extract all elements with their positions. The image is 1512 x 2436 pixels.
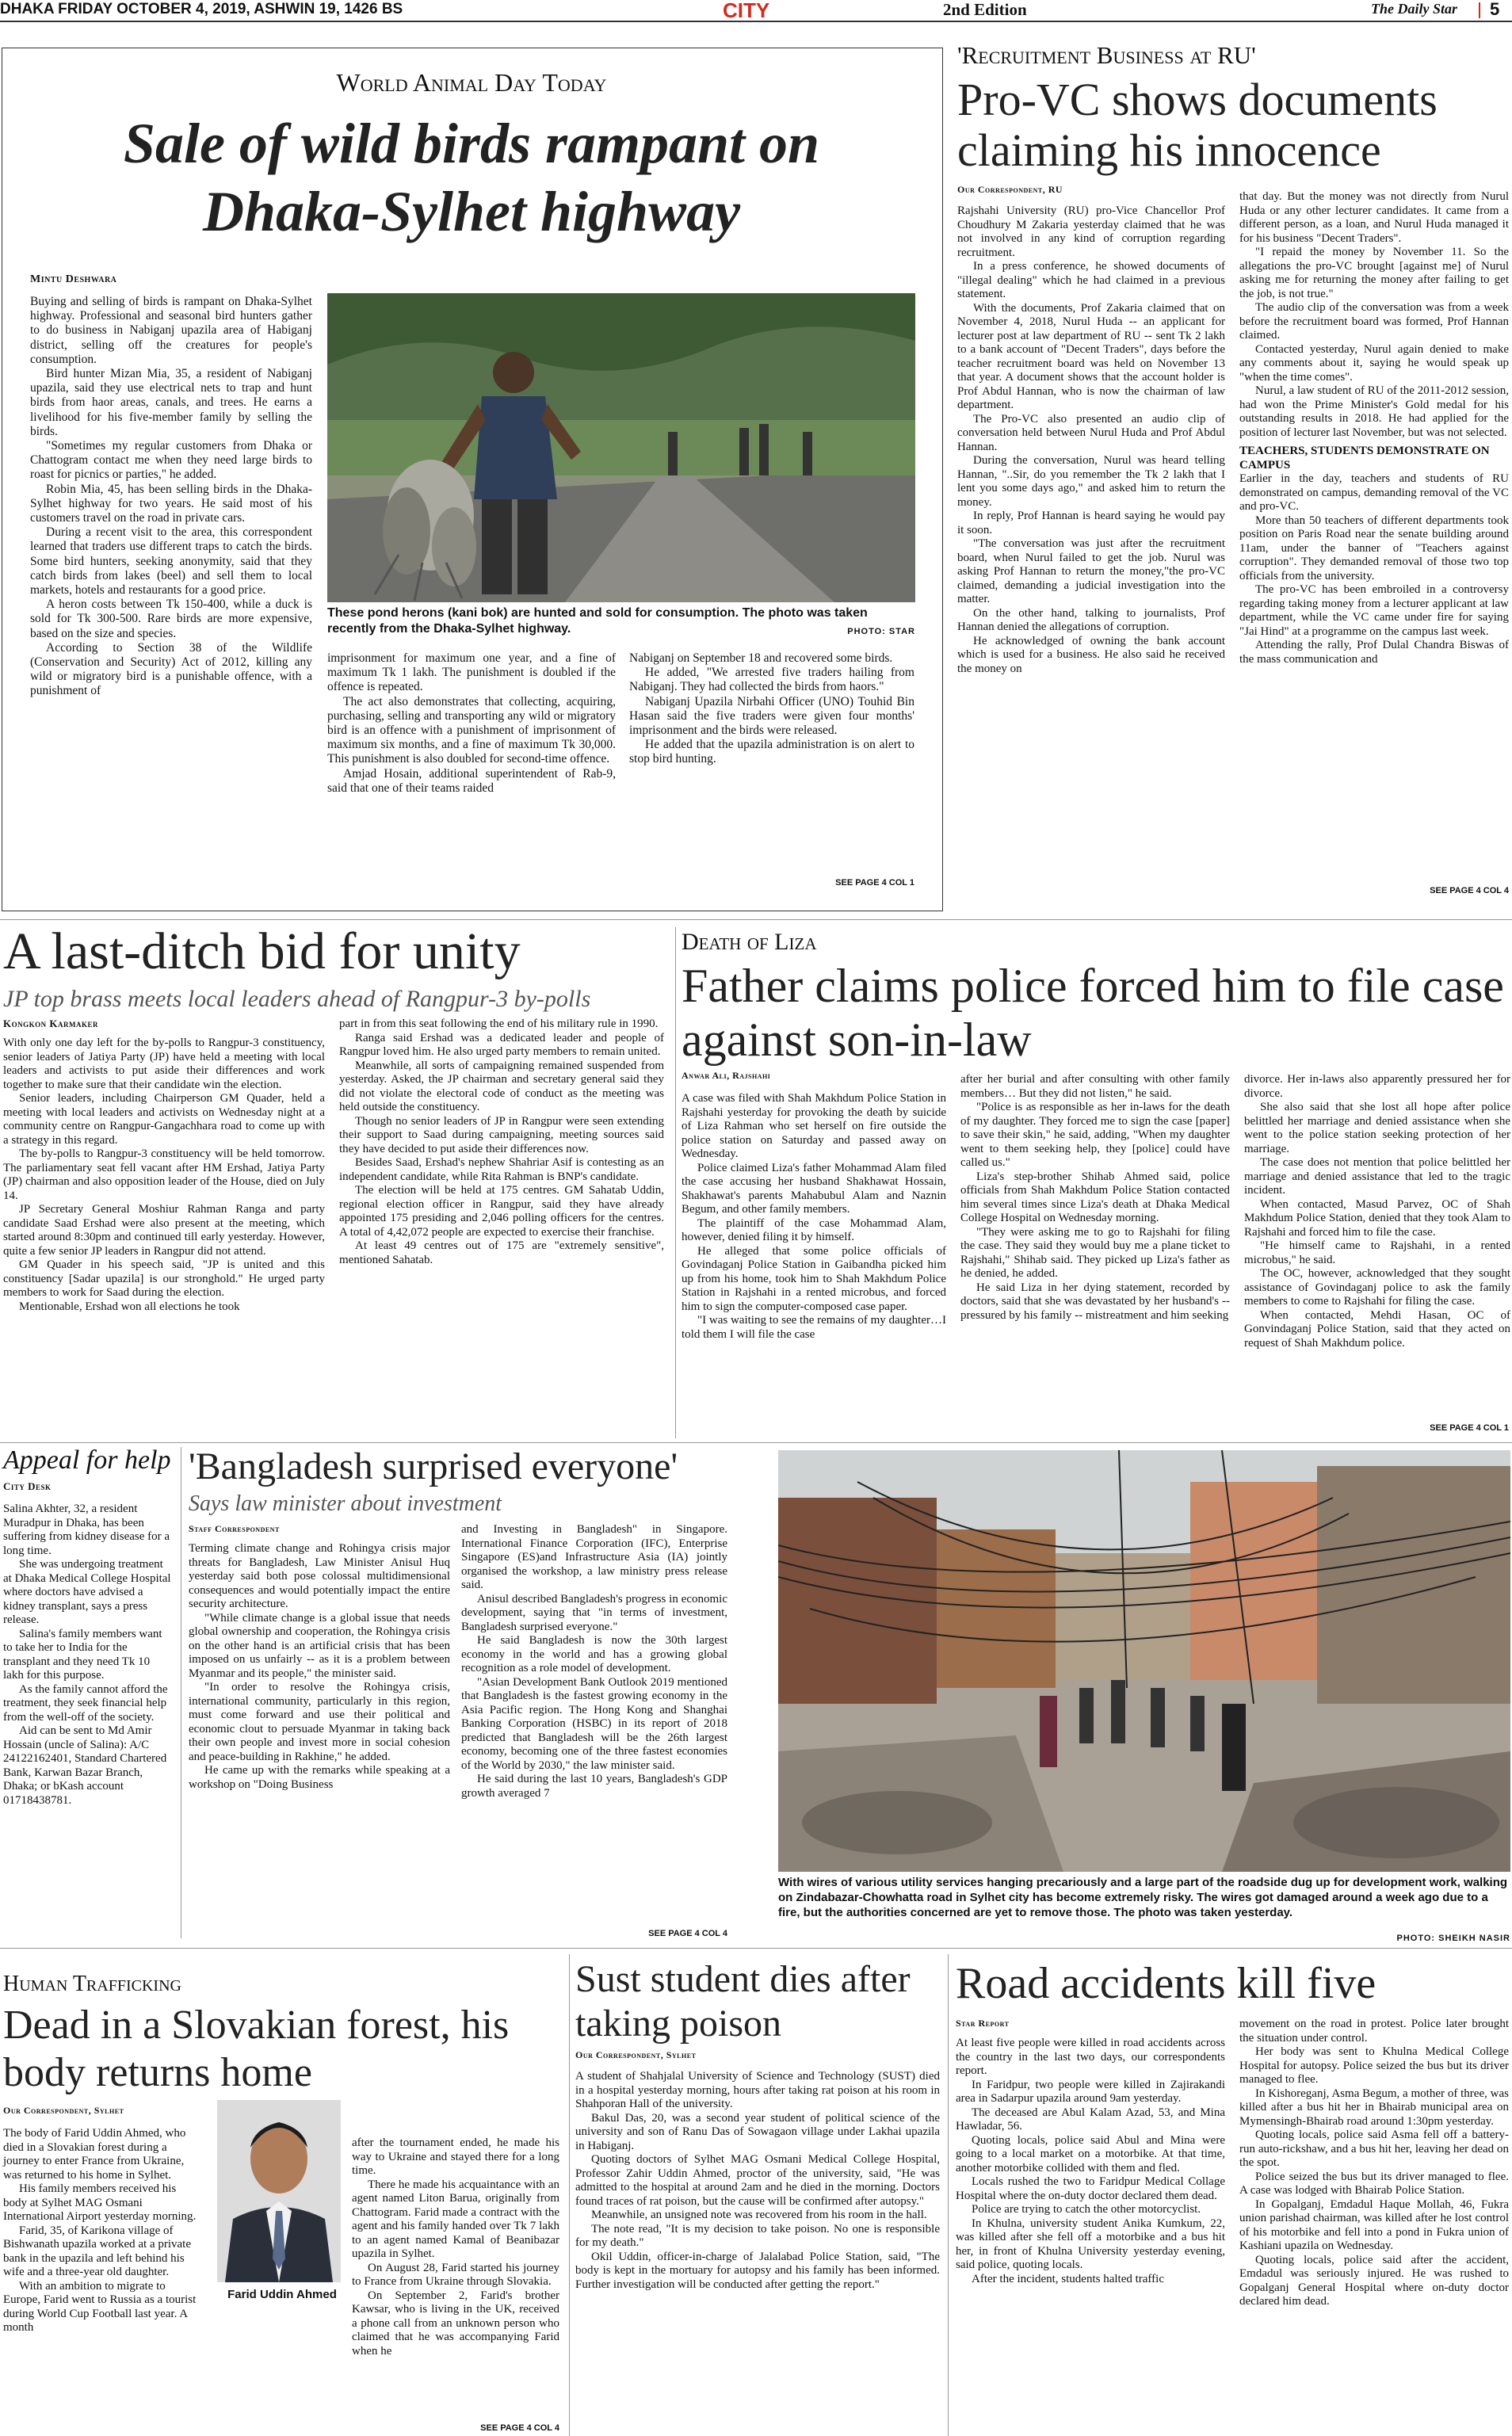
provc-headline: Pro-VC shows documents claiming his innocence: [957, 74, 1438, 176]
masthead-edition: 2nd Edition: [943, 0, 1027, 19]
slovak-kicker: Human Trafficking: [3, 1972, 181, 1996]
birds-byline: Mintu Deshwara: [30, 273, 117, 285]
masthead-section: CITY: [723, 0, 770, 22]
slovak-col1: The body of Farid Uddin Ahmed, who died in a Slovakian forest during a journey to enter France from Ukraine, was returned to his home in Sylhet. His family members received his body at Sylhet MAG Osmani International Airport yesterday morning. Farid, 35, of Karikona village of Bishwanath upazila worked at a private bank in the upazila and left behind his wife and a three-year old daughter. With an ambition to migrate to Europe, Farid went to Russia as a tourist during World Cup Football last year. A month: [3, 2127, 197, 2334]
road-col2: movement on the road in protest. Police later brought the situation under control. Her body was sent to Khulna Medical College Hospital for autopsy. Police seized the bus but its driver managed to flee. In Kishoreganj, Asma Begum, a mother of three, was killed after a bus hit her in Bhairab municipal area on Mymensingh-Bhairab road around 1:30pm yesterday. Quoting locals, police said Asma fell off a battery-run auto-rickshaw, and a bus hit her, leaving her dead on the spot. Police seized the bus but its driver managed to flee. A case was lodged with Bhairab Police Station. In Gopalganj, Emdadul Haque Mollah, 46, Fukra union parishad chairman, was killed after he lost control of his motorbike and fell into a pond in Fukra union of Kashiani upazila on Wednesday. Quoting locals, police said after the accident, Emdadul was seriously injured. He was rushed to Gopalganj General Hospital where on-duty doctor declared him dead.: [1239, 2018, 1509, 2308]
birds-photo: [327, 293, 915, 602]
slovak-col2: after the tournament ended, he made his way to Ukraine and stayed there for a long time. There he made his acquaintance with an agent named Liton Barua, originally from Chattogram. Farid made a contract with the agent and his family handed over Tk 7 lakh to an agent named Kamal of Beanibazar upazila in Sylhet. On August 28, Farid started his journey to France from Ukraine through Slovakia. On September 2, Farid's brother Kawsar, who is living in the UK, received a phone call from an unknown person who claimed that he was accompanying Farid when he: [352, 2136, 559, 2358]
birds-kicker: World Animal Day Today: [336, 68, 607, 97]
slovak-headline: Dead in a Slovakian forest, his body returns home: [3, 2003, 510, 2095]
sylhet-photo-credit: PHOTO: SHEIKH NASIR: [1396, 1934, 1510, 1943]
sylhet-photo-caption: With wires of various utility services hanging precariously and a large part of the roadside dug up for development work, walking on Zindabazar-Chowhatta road in Sylhet city has become extremely risky. The wires got damaged around a week ago due to a fire, but the authorities concerned are yet to remove those. The photo was taken yesterday.: [778, 1876, 1508, 1919]
provc-kicker: 'Recruitment Business at RU': [957, 41, 1256, 69]
liza-kicker: Death of Liza: [682, 929, 817, 955]
sust-byline: Our Correspondent, Sylhet: [575, 2049, 697, 2060]
unity-headline: A last-ditch bid for unity: [3, 922, 521, 980]
unity-byline: Kongkon Karmaker: [3, 1018, 98, 1029]
divider-unity-liza: [675, 927, 676, 1438]
liza-col2: after her burial and after consulting with other family members… But they did not listen," he said. "Police is as responsible as her in-laws for the death of my daughter. They forced me to sign the case [paper] to save their skin," he said, adding, "When my daughter went to them seeking help, they [police] could have called us." Liza's step-brother Shihab Ahmed said, police officials from Shah Makhdum Police Station contacted him several times since Liza's death at Dhaka Medical College Hospital on Wednesday morning. "They were asking me to go to Rajshahi for filing the case. They said they would buy me a plane ticket to Rajshahi," Shihab said. They picked up Liza's father as he denied, he added. He said Liza in her dying statement, recorded by doctors, said that she was devastated by her husband's -- pressured by his family -- mistreatment and him seeking: [960, 1073, 1230, 1322]
bangladesh-headline: 'Bangladesh surprised everyone': [189, 1445, 678, 1487]
divider-slovak-sust: [569, 1954, 570, 2436]
heron-seller-photo: [327, 293, 915, 602]
provc-byline: Our Correspondent, RU: [957, 184, 1063, 195]
divider-middle: [0, 1442, 1512, 1443]
street-wires-photo: [778, 1450, 1510, 1872]
birds-photo-credit: PHOTO: STAR: [847, 627, 915, 636]
sylhet-street-photo: [778, 1450, 1510, 1872]
liza-col1: A case was filed with Shah Makhdum Police Station in Rajshahi yesterday for provoking the death by suicide of Liza Rahman who set herself on fire outside the police station on Saturday and passed away on Wednesday. Police claimed Liza's father Mohammad Alam filed the case accusing her husband Shakhawat Hossain, Shakhawat's parents Mahabubul Alam and Naznin Begum, and other family members. The plaintiff of the case Mohammad Alam, however, denied filing it by himself. He alleged that some police officials of Govindaganj Police Station in Gaibandha picked him up from his home, took him to Shah Makhdum Police Station in Rajshahi in a rented microbus, and forced him to sign the computer-composed case paper. "I was waiting to see the remains of my daughter…I told them I will file the case: [682, 1092, 946, 1341]
farid-photo-caption: Farid Uddin Ahmed: [227, 2288, 337, 2301]
provc-col2: that day. But the money was not directly from Nurul Huda or any other lecturer candidates. It came from a different person, as a loan, and Nurul Huda managed it for his business "Decent Traders". "I repaid the money by November 11. So the allegations the pro-VC brought [against me] of Nurul asking me for returning the money after failing to get the job, is not true." The audio clip of the conversation was from a week before the recruitment board was formed, Prof Hannan claimed. Contacted yesterday, Nurul again denied to make any comments about it, saying he would speak up "when the time comes". Nurul, a law student of RU of the 2011-2012 session, had won the Prime Minister's Gold medal for his outstanding results in 2018. He had applied for the position of lecturer last November, but was not selected. TEACHERS, STUDENTS DEMONSTRATE ON CAMPUS Earlier in the day, teachers and students of RU demonstrated on campus, demanding removal of the VC and pro-VC. More than 50 teachers of different departments took position on Paris Road near the senate building around 11am, under the banner of "Teachers against corruption". They demanded removal of those two top officials from the university. The pro-VC has been embroiled in a controversy regarding taking money from a lecturer applicant at law department, while the VC came under fire for saying "Jai Hind" at a programme on the campus last week. Attending the rally, Prof Dulal Chandra Biswas of the mass communication and: [1239, 190, 1509, 666]
divider-top: [0, 919, 1512, 920]
birds-col1: Buying and selling of birds is rampant on Dhaka-Sylhet highway. Professional and seasonal bird hunters gather to do business in Nabiganj upazila area of Habiganj district, selling off the creatures for people's consumption. Bird hunter Mizan Mia, 35, a resident of Nabiganj upazila, said they use electrical nets to trap and hunt birds from haor areas, canals, and trees. He earns a livelihood for his five-member family by selling the birds. "Sometimes my regular customers from Dhaka or Chattogram contact me when they need large birds to roast for picnics or parties," he added. Robin Mia, 45, has been selling birds in the Dhaka-Sylhet highway for two years. He said most of his customers travel on the road in private cars. During a recent visit to the area, this correspondent learned that traders use different traps to catch the birds. Some bird hunters, seeking anonymity, said that they catch birds from lakes (beel) and sell them to local markets, hotels and restaurants for a good price. A heron costs between Tk 150-400, while a duck is sold for Tk 300-500. Rare birds are more expensive, based on the size and species. According to Section 38 of the Wildlife (Conservation and Security) Act of 2012, killing any wild or migratory bird is a punishable offence, with a punishment of: [30, 295, 312, 698]
road-byline: Star Report: [956, 2018, 1010, 2029]
farid-portrait: [217, 2100, 341, 2282]
bangladesh-col2: and Investing in Bangladesh" in Singapore. International Finance Corporation (IFC), Enterprise Singapore (ES)and Infrastructure Asia (IA) jointly organised the workshop, a law ministry press release said. Anisul described Bangladesh's progress in economic development, saying that "in terms of investment, Bangladesh surprised everyone." He said Bangladesh is now the 30th largest economy in the world and has a growing global recognition as a role model of development. "Asian Development Bank Outlook 2019 mentioned that Bangladesh is the fastest growing economy in the Asia Pacific region. The Hong Kong and Shanghai Banking Corporation (HSBC) in its report of 2018 predicted that Bangladesh will be the 26th largest economy, becoming one of the three fastest economies of the World by 2030," the law minister said. He said during the last 10 years, Bangladesh's GDP growth averaged 7: [461, 1523, 727, 1800]
liza-headline: Father claims police forced him to file case against son-in-law: [682, 960, 1504, 1066]
appeal-headline: Appeal for help: [3, 1445, 171, 1475]
liza-byline: Anwar Ali, Rajshahi: [682, 1070, 771, 1081]
slovak-continued: SEE PAGE 4 COL 4: [480, 2423, 559, 2433]
birds-photo-caption: These pond herons (kani bok) are hunted and sold for consumption. The photo was taken recently from the Dhaka-Sylhet highway.: [327, 606, 868, 636]
birds-headline: Sale of wild birds rampant on Dhaka-Sylhet highway: [123, 112, 820, 243]
masthead: [0, 0, 1512, 22]
divider-lower: [0, 1948, 1512, 1949]
liza-col3: divorce. Her in-laws also apparently pressured her for divorce. She also said that she lost all hope after police belittled her marriage and denied assistance when she went to the police station seeking protection of her marriage. The case does not mention that police belittled her marriage and denied assistance that led to the tragic incident. When contacted, Masud Parvez, OC of Shah Makhdum Police Station, denied that they took Alam to Rajshahi and forced him to file the case. "He himself came to Rajshahi, in a rented microbus," he said. The OC, however, acknowledged that they sought assistance of Govindaganj police to ask the family members to come to Rajshahi for filing the case. When contacted, Mehdi Hasan, OC of Gonvindaganj Police Station, said that they acted on request of Shah Makhdum police.: [1244, 1073, 1510, 1350]
unity-col1: With only one day left for the by-polls to Rangpur-3 constituency, senior leaders of Jatiya Party (JP) have held a meeting with local leaders and activists to put aside their differences and work together to make sure that their candidate win the election. Senior leaders, including Chairperson GM Quader, held a meeting with local leaders and activists on Wednesday night at a community centre on Rangpur-Gangachhara road to come up with a strategy in this regard. The by-polls to Rangpur-3 constituency will be held tomorrow. The parliamentary seat fell vacant after HM Ershad, Jatiya Party (JP) chairman and also opposition leader of the House, died on July 14. JP Secretary General Moshiur Rahman Ranga and party candidate Saad Ershad were also present at the meeting, which started around 8:30pm and continued till early yesterday. However, quite a few senior JP leaders in Rangpur did not attend. GM Quader in his speech said, "JP is united and this constituency [Sadar upazila] is our stronghold." He urged party members to work for Saad during the election. Mentionable, Ershad won all elections he took: [3, 1037, 325, 1313]
birds-col3: Nabiganj on September 18 and recovered some birds. He added, "We arrested five traders hailing from Nabiganj. They had collected the birds from haors." Nabiganj Upazila Nirbahi Officer (UNO) Touhid Bin Hasan said the five traders were given four months' imprisonment and the birds were released. He added that the upazila administration is on alert to stop bird hunting.: [629, 651, 914, 766]
birds-continued: SEE PAGE 4 COL 1: [835, 878, 914, 888]
bangladesh-col1: Terming climate change and Rohingya crisis major threats for Bangladesh, Law Minister Anisul Huq yesterday said both pose colossal multidimensional consequences and would potentially impact the entire security architecture. "While climate change is a global issue that needs global ownership and cooperation, the Rohingya crisis on the other hand is an artificial crisis that has been imposed on us unfairly -- as it is a problem between Myanmar and its people," the minister said. "In order to resolve the Rohingya crisis, international community, particularly in this region, must come forward and use their political and economic clout to persuade Myanmar in taking back their own people and invest more in social cohesion and peace-building in Rakhine," he added. He came up with the remarks while speaking at a workshop on "Doing Business: [189, 1542, 450, 1791]
road-headline: Road accidents kill five: [956, 1959, 1376, 2008]
sust-headline: Sust student dies after taking poison: [575, 1958, 911, 2045]
bangladesh-byline: Staff Correspondent: [189, 1523, 280, 1534]
bangladesh-subhead: Says law minister about investment: [189, 1491, 502, 1516]
masthead-paper: The Daily Star: [1371, 1, 1458, 17]
birds-col2: imprisonment for maximum one year, and a fine of maximum Tk 1 lakh. The punishment is doubled if the offence is repeated. The act also demonstrates that collecting, acquiring, purchasing, selling and transporting any wild or migratory bird is an offence with a punishment of imprisonment of maximum six months, and a fine of maximum Tk 30,000. This punishment is also doubled for second-time offence. Amjad Hosain, additional superintendent of Rab-9, said that one of their teams raided: [327, 651, 616, 795]
slovak-byline: Our Correspondent, Sylhet: [3, 2105, 124, 2116]
liza-continued: SEE PAGE 4 COL 1: [1430, 1423, 1509, 1433]
road-col1: At least five people were killed in road accidents across the country in the last two days, our correspondents report. In Faridpur, two people were killed in Zajirakandi area in Sadarpur upazila around 9am yesterday. The deceased are Abul Kalam Azad, 53, and Mina Hawladar, 56. Quoting locals, police said Abul and Mina were going to a local market on a motorbike. At that time, another motorbike collided with them and fled. Locals rushed the two to Faridpur Medical Collage Hospital where the on-duty doctor declared them dead. Police are trying to catch the other motorcyclist. In Khulna, university student Anika Kumkum, 22, was killed after she fell off a motorbike and a bus hit her, in front of Khulna University yesterday evening, said police, quoting locals. After the incident, students halted traffic: [956, 2037, 1225, 2285]
appeal-byline: City Desk: [3, 1480, 52, 1492]
provc-col1: Rajshahi University (RU) pro-Vice Chancellor Prof Choudhury M Zakaria yesterday claimed that he was not involved in any kind of corruption regarding recruitment. In a press conference, he showed documents of "illegal dealing" which he had claimed in a previous statement. With the documents, Prof Zakaria claimed that on November 4, 2018, Nurul Huda -- an applicant for lecturer post at law department of RU -- sent Tk 2 lakh to a bank account of "Decent Traders", days before the teacher recruitment board was held on November 13 that year. A document shows that the account holder is Prof Abdul Hannan, who is now the chairman of law department. The Pro-VC also presented an audio clip of conversation held between Nurul Huda and Prof Abdul Hannan. During the conversation, Nurul was heard telling Hannan, "..Sir, do you remember the Tk 2 lakh that I lent you some days ago," and asked him to return the money. In reply, Prof Hannan is heard saying he would pay it soon. "The conversation was just after the recruitment board, when Nurul failed to get the job. Nurul was asking Prof Hannan to return the money,"the pro-VC claimed, demanding a judicial investigation into the matter. On the other hand, talking to journalists, Prof Hannan denied the allegations of corruption. He acknowledged of owning the bank account which is used for a business. He also said he received the money on: [957, 204, 1225, 675]
masthead-page-number: 5: [1490, 0, 1500, 19]
appeal-body: Salina Akhter, 32, a resident Muradpur in Dhaka, has been suffering from kidney disease for a long time. She was undergoing treatment at Dhaka Medical College Hospital where doctors have advised a kidney transplant, says a press release. Salina's family members want to take her to India for the transplant and they need Tk 10 lakh for this purpose. As the family cannot afford the treatment, they seek financial help from the well-off of the society. Aid can be sent to Md Amir Hossain (uncle of Salina): A/C 24122162401, Standard Chartered Bank, Karwan Bazar Branch, Dhaka; or bKash account 01718438781.: [3, 1502, 171, 1807]
unity-col2: part in from this seat following the end of his military rule in 1990. Ranga said Ershad was a dedicated leader and people of Rangpur loved him. He also urged party members to remain united. Meanwhile, all sorts of campaigning remained suspended from yesterday. Asked, the JP chairman and secretary general said they did not violate the electoral code of conduct as the meeting was held outside the constituency. Though no senior leaders of JP in Rangpur were seen extending their support to Saad during campaigning, meeting sources said they have decided to put aside their differences now. Besides Saad, Ershad's nephew Shahriar Asif is contesting as an independent candidate, while Rita Rahman is BNP's candidate. The election will be held at 175 centres. GM Sahatab Uddin, regional election officer in Rangpur, said they have already appointed 175 presiding and 2,046 polling officers for the centres. A total of 4,42,072 people are expected to exercise their franchise. At least 49 centres out of 175 are "extremely sensitive", mentioned Sahatab.: [339, 1018, 664, 1266]
provc-subhead: TEACHERS, STUDENTS DEMONSTRATE ON CAMPUS: [1239, 445, 1490, 472]
unity-subhead: JP top brass meets local leaders ahead of Rangpur-3 by-polls: [3, 986, 591, 1012]
provc-continued: SEE PAGE 4 COL 4: [1430, 886, 1509, 895]
divider-sust-road: [948, 1954, 949, 2436]
bangladesh-continued: SEE PAGE 4 COL 4: [648, 1929, 727, 1938]
portrait-photo: [217, 2100, 341, 2282]
masthead-date: DHAKA FRIDAY OCTOBER 4, 2019, ASHWIN 19, 1426 BS: [0, 1, 403, 17]
sust-body: A student of Shahjalal University of Science and Technology (SUST) died in a hospital yesterday morning, hours after taking rat poison at his room in Shahporan Hall of the university. Bakul Das, 20, was a second year student of political science of the university and son of Ranu Das of Sowagaon village under Lakhai upazila in Habiganj. Quoting doctors of Sylhet MAG Osmani Medical College Hospital, Professor Zahir Uddin Ahmed, proctor of the university, said, "He was admitted to the hospital at around 2am and he died in the morning. Doctors found traces of rat poison, but the cause will be confirmed after autopsy." Meanwhile, an unsigned note was recovered from his room in the hall. The note read, "It is my decision to take poison. No one is responsible for my death." Okil Uddin, officer-in-charge of Jalalabad Police Station, said, "The body is kept in the mortuary for autopsy and his family has been informed. Further investigation will be conducted after getting the report.": [575, 2070, 940, 2291]
masthead-divider: [1479, 2, 1480, 18]
